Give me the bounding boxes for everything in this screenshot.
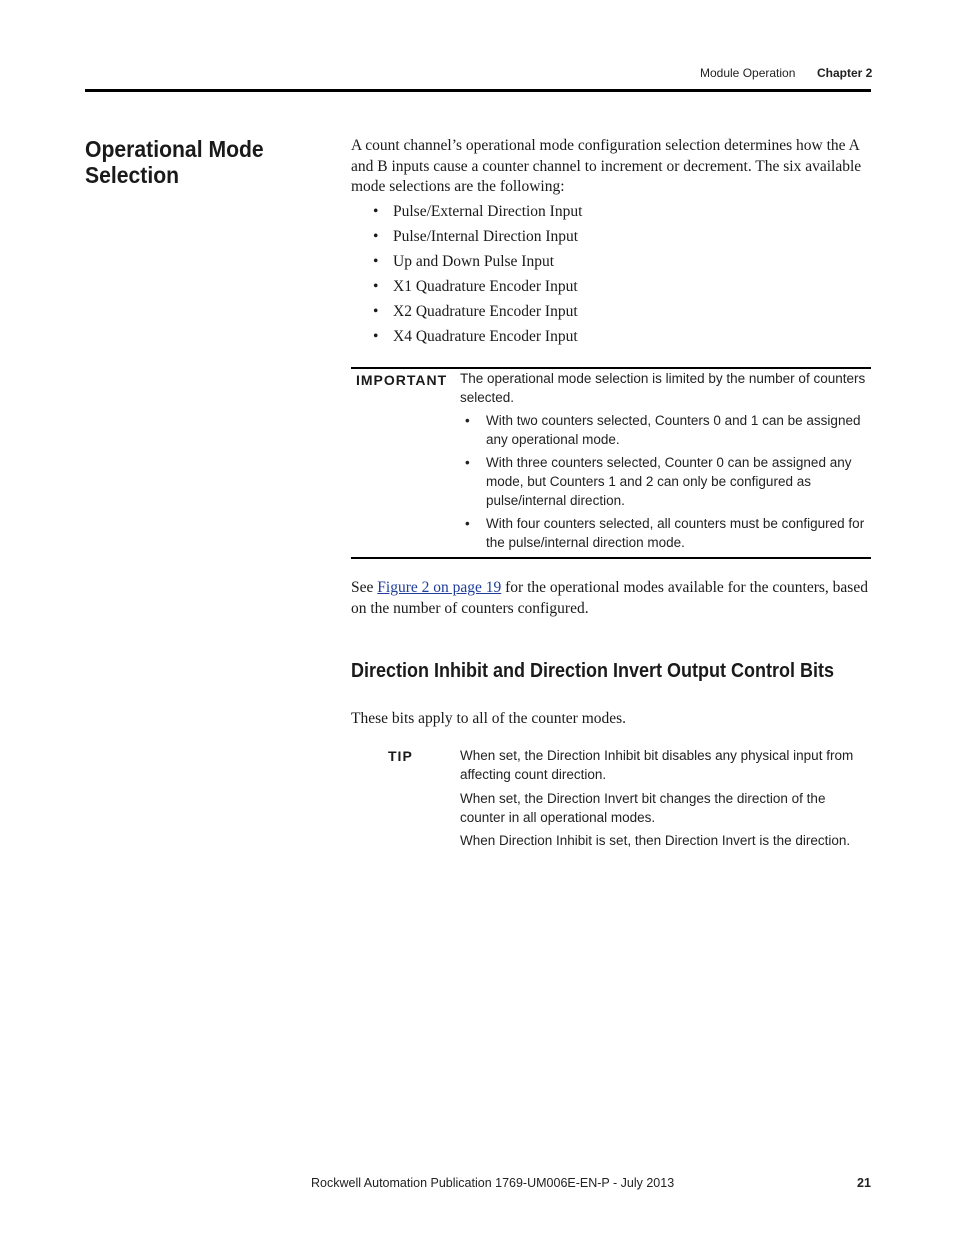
figure-reference-paragraph	[351, 578, 871, 619]
reference-suffix: for the operational modes available for the counters, based on the number of counters configured.	[351, 579, 868, 617]
mode-label: X1 Quadrature Encoder Input	[393, 278, 578, 295]
bullet-icon: •	[373, 303, 379, 320]
mode-label: X2 Quadrature Encoder Input	[393, 303, 578, 320]
intro-paragraph: A count channel’s operational mode configuration selection determines how the A and B inputs cause a counter channel to increment or decrement. The six available mode selections are the following:	[351, 137, 862, 195]
bullet-icon: •	[373, 278, 379, 295]
header-section-name: Module Operation	[700, 66, 796, 80]
mode-label: X4 Quadrature Encoder Input	[393, 328, 578, 345]
mode-list-item	[351, 301, 582, 326]
mode-list-item	[351, 226, 582, 251]
bullet-icon: •	[465, 516, 470, 531]
important-intro-text: The operational mode selection is limited by the number of counters selected.	[460, 371, 866, 405]
tip-text-inhibit-and-invert: When Direction Inhibit is set, then Direction Invert is the direction.	[460, 833, 851, 848]
important-label: IMPORTANT	[356, 372, 448, 388]
footer-page-number: 21	[857, 1176, 871, 1190]
mode-label: Pulse/Internal Direction Input	[393, 228, 579, 245]
bullet-icon: •	[373, 253, 379, 270]
tip-text-direction-invert: When set, the Direction Invert bit changes the direction of the counter in all operational modes.	[460, 791, 826, 825]
section-title: Operational Mode Selection	[85, 136, 264, 188]
bullet-icon: •	[373, 203, 379, 220]
tip-text-direction-inhibit: When set, the Direction Inhibit bit disables any physical input from affecting count direction.	[460, 748, 854, 782]
important-box-bottom-rule	[351, 557, 871, 559]
mode-list-item	[351, 276, 582, 301]
important-list-item	[460, 514, 872, 552]
tip-label: TIP	[388, 748, 413, 764]
important-item-text: With two counters selected, Counters 0 and 1 can be assigned any operational mode.	[486, 413, 861, 447]
bits-paragraph: These bits apply to all of the counter modes.	[351, 710, 627, 727]
mode-list-item	[351, 326, 582, 351]
mode-list	[351, 201, 582, 351]
header-rule	[85, 89, 871, 92]
mode-list-item	[351, 201, 582, 226]
mode-label: Up and Down Pulse Input	[393, 253, 555, 270]
important-item-text: With four counters selected, all counters must be configured for the pulse/internal direction mode.	[486, 516, 865, 550]
reference-prefix: See	[351, 579, 378, 596]
bullet-icon: •	[373, 228, 379, 245]
bullet-icon: •	[465, 413, 470, 428]
figure-2-link[interactable]: Figure 2 on page 19	[377, 579, 502, 596]
important-list-item	[460, 453, 872, 510]
important-item-text: With three counters selected, Counter 0 can be assigned any mode, but Counters 1 and 2 can only be configured as pulse/internal direction.	[486, 455, 852, 508]
mode-label: Pulse/External Direction Input	[393, 203, 583, 220]
bullet-icon: •	[465, 455, 470, 470]
important-list-item	[460, 411, 872, 449]
subsection-title: Direction Inhibit and Direction Invert Output Control Bits	[351, 660, 835, 682]
header-chapter-label: Chapter 2	[817, 66, 873, 80]
bullet-icon: •	[373, 328, 379, 345]
important-list	[460, 411, 872, 556]
mode-list-item	[351, 251, 582, 276]
footer-publication: Rockwell Automation Publication 1769-UM006E-EN-P - July 2013	[311, 1176, 675, 1190]
